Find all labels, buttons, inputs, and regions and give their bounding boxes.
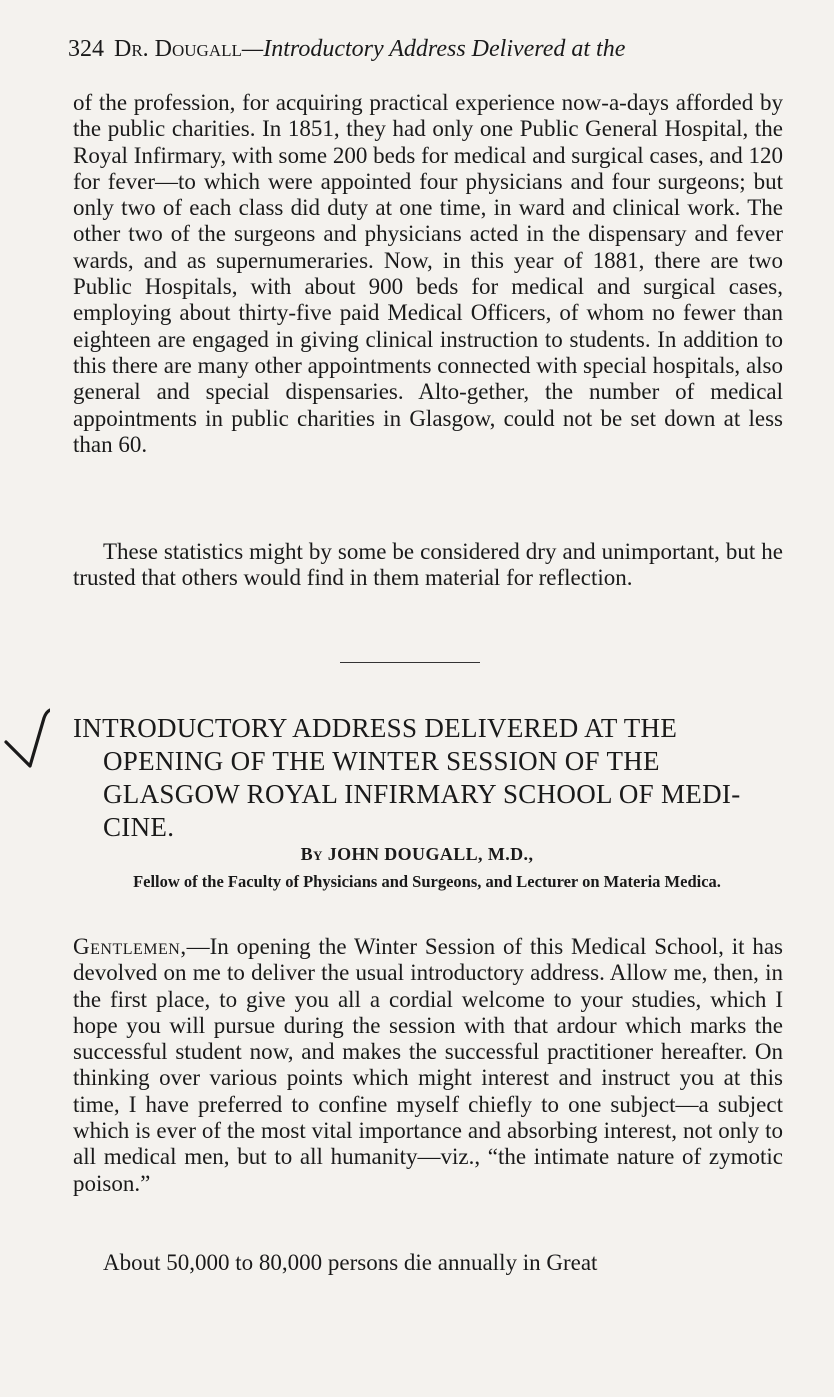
heading-line-2: OPENING OF THE WINTER SESSION OF THE <box>103 746 660 776</box>
author-affiliation: Fellow of the Faculty of Physicians and Surgeons, and Lecturer on Materia Medica. <box>133 872 721 891</box>
handwritten-check-mark <box>4 708 50 774</box>
byline-author-name: JOHN DOUGALL, M.D., <box>327 844 534 864</box>
article-heading <box>73 712 785 844</box>
heading-line-4: CINE. <box>103 812 175 842</box>
salutation: Gentlemen, <box>73 934 187 959</box>
byline-prefix: By <box>300 844 323 864</box>
paragraph-profession: of the profession, for acquiring practical experience now-a-days afforded by the public charities. In 1851, they had only one Public General Hospital, the Royal Infirmary, with some 200 beds for medical and surgical cases, and 120 for fever—to which were appointed four physicians and four surgeons; but only two of each class did duty at one time, in ward and clinical work. The other two of the surgeons and physicians acted in the dispensary and fever wards, and as supernumeraries. Now, in this year of 1881, there are two Public Hospitals, with about 900 beds for medical and surgical cases, employing about thirty-five paid Medical Officers, of whom no fewer than eighteen are engaged in giving clinical instruction to students. In addition to this there are many other appointments connected with special hospitals, also general and special dispensaries. Alto-gether, the number of medical appointments in public charities in Glasgow, could not be set down at less than 60. <box>73 90 783 457</box>
running-head-title: —Introductory Address Delivered at the <box>241 36 626 62</box>
paragraph-introduction-text: —In opening the Winter Session of this Medical School, it has devolved on me to deliver the usual introductory address. Allow me, then, in the first place, to give you all a cordial welcome to your studies, which I hope you will pursue during the session with that ardour which marks the successful student now, and makes the successful practitioner hereafter. On thinking over various points which might interest and instruct you at this time, I have preferred to confine myself chiefly to one subject—a subject which is ever of the most vital importance and absorbing interest, not only to all medical men, but to all humanity—viz., “the intimate nature of zymotic poison.” <box>73 934 783 1196</box>
paragraph-introduction <box>73 934 783 1197</box>
running-head-author: Dr. Dougall <box>114 36 242 62</box>
running-head <box>68 34 768 64</box>
page-number: 324 <box>68 36 104 62</box>
paragraph-mortality: About 50,000 to 80,000 persons die annually in Great <box>103 1250 598 1275</box>
paragraph-statistics: These statistics might by some be considered dry and unimportant, but he trusted that others would find in them material for reflection. <box>73 539 783 591</box>
heading-line-3: GLASGOW ROYAL INFIRMARY SCHOOL OF MEDI- <box>103 779 741 809</box>
heading-line-1: INTRODUCTORY ADDRESS DELIVERED AT THE <box>73 713 678 743</box>
section-divider <box>340 662 480 663</box>
author-byline <box>0 843 834 865</box>
